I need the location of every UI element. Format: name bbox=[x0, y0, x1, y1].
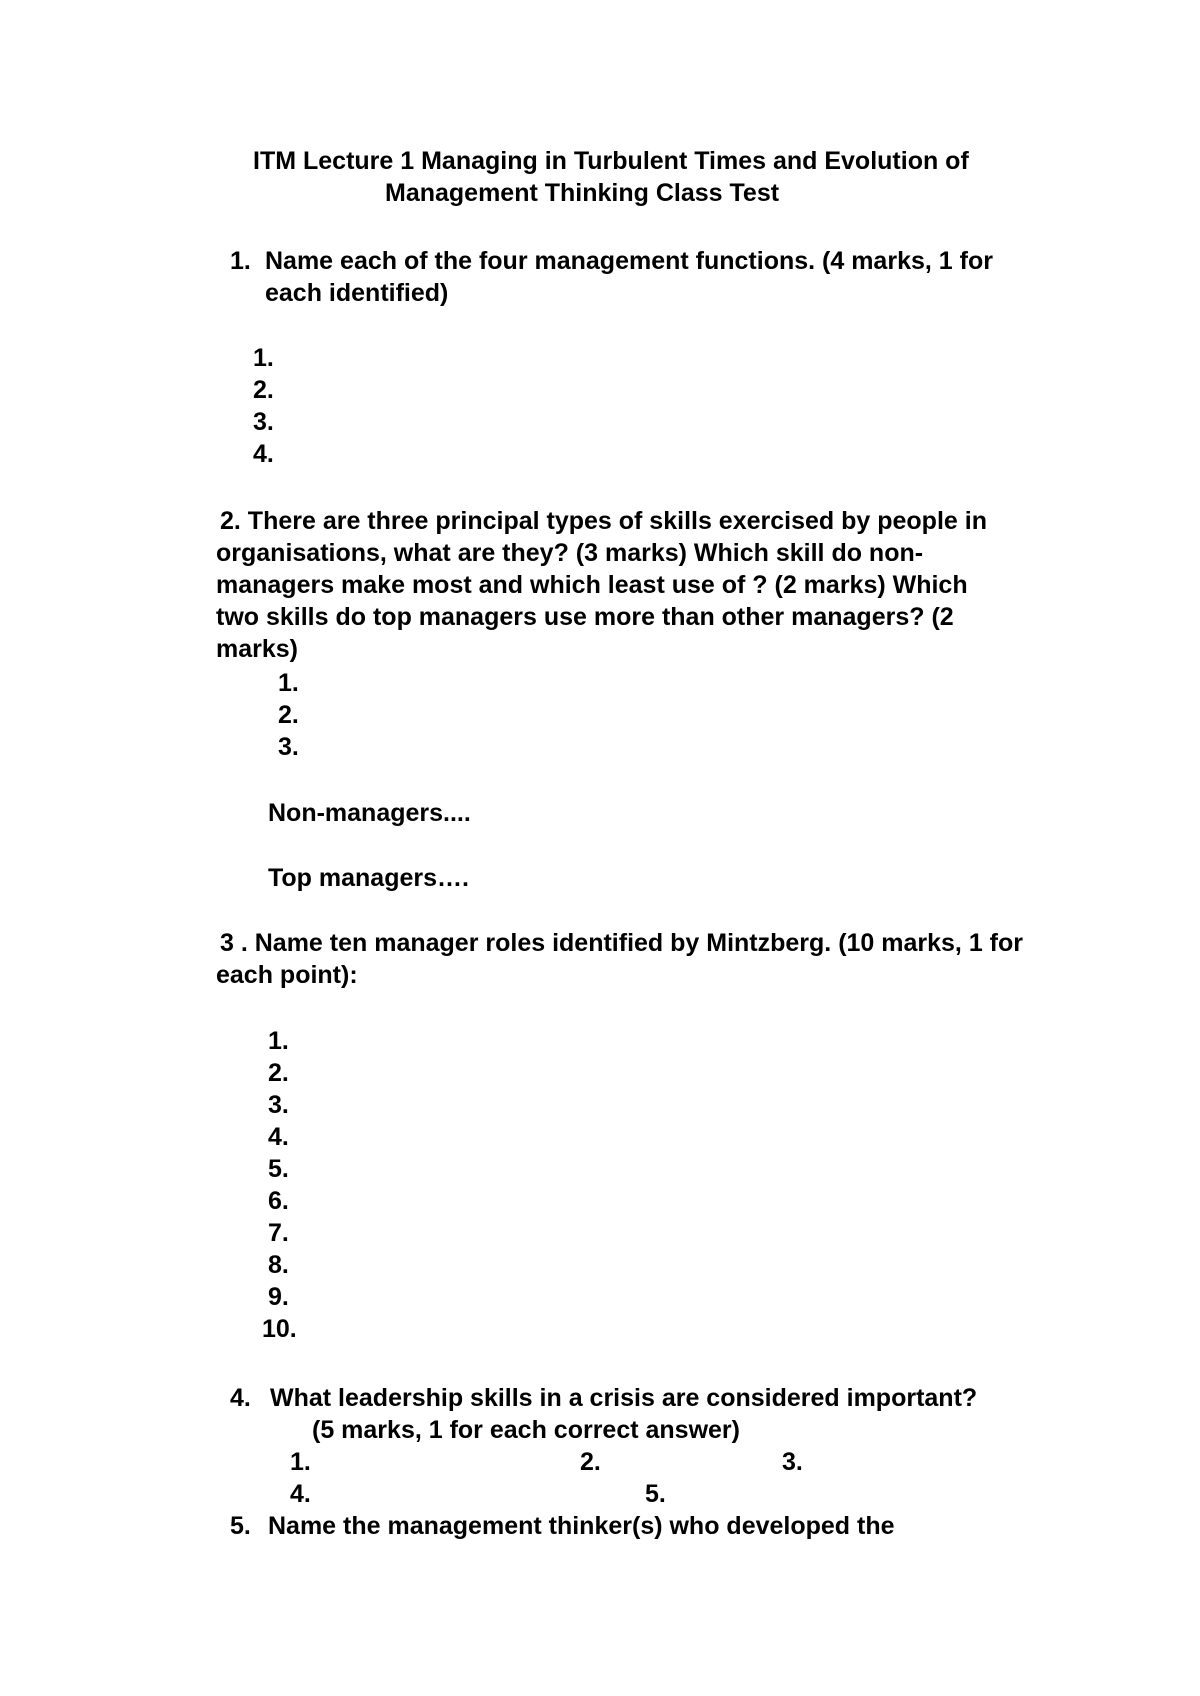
q4-answer-label: 2. bbox=[580, 1448, 601, 1476]
q2-answer-label: 2. bbox=[278, 701, 299, 729]
q2-answer-label: 3. bbox=[278, 733, 299, 761]
q4-answer-label: 1. bbox=[290, 1448, 311, 1476]
q3-answer-label: 2. bbox=[268, 1059, 289, 1087]
question-5-number: 5. bbox=[230, 1512, 251, 1540]
question-1-number: 1. bbox=[230, 247, 251, 275]
question-2-text-line: organisations, what are they? (3 marks) Which skill do non- bbox=[216, 539, 924, 567]
question-2-text-line: 2. There are three principal types of skills exercised by people in bbox=[220, 507, 987, 535]
question-2-text-line: managers make most and which least use of ? (2 marks) Which bbox=[216, 571, 968, 599]
question-1-text-line-1: Name each of the four management functions. (4 marks, 1 for bbox=[265, 247, 993, 275]
q1-answer-label: 4. bbox=[253, 440, 274, 468]
q2-non-managers-label: Non-managers.... bbox=[268, 799, 471, 827]
q3-answer-label: 3. bbox=[268, 1091, 289, 1119]
page-title-line-1: ITM Lecture 1 Managing in Turbulent Times and Evolution of bbox=[253, 147, 969, 175]
q3-answer-label: 9. bbox=[268, 1283, 289, 1311]
q4-answer-label: 3. bbox=[782, 1448, 803, 1476]
question-5-text-line-1: Name the management thinker(s) who developed the bbox=[268, 1512, 895, 1540]
question-1-text-line-2: each identified) bbox=[265, 279, 449, 307]
question-4-text-line-1: What leadership skills in a crisis are considered important? bbox=[270, 1384, 978, 1412]
q3-answer-label: 6. bbox=[268, 1187, 289, 1215]
q1-answer-label: 3. bbox=[253, 408, 274, 436]
q3-answer-label: 10. bbox=[262, 1315, 297, 1343]
q1-answer-label: 2. bbox=[253, 376, 274, 404]
question-3-text-line: 3 . Name ten manager roles identified by Mintzberg. (10 marks, 1 for bbox=[220, 929, 1024, 957]
question-2-text-line: marks) bbox=[216, 635, 298, 663]
q2-top-managers-label: Top managers…. bbox=[268, 864, 469, 892]
question-2-text-line: two skills do top managers use more than other managers? (2 bbox=[216, 603, 954, 631]
q3-answer-label: 1. bbox=[268, 1027, 289, 1055]
q4-answer-label: 5. bbox=[645, 1480, 666, 1508]
q3-answer-label: 4. bbox=[268, 1123, 289, 1151]
question-4-number: 4. bbox=[230, 1384, 251, 1412]
q3-answer-label: 5. bbox=[268, 1155, 289, 1183]
q3-answer-label: 7. bbox=[268, 1219, 289, 1247]
q3-answer-label: 8. bbox=[268, 1251, 289, 1279]
page-title-line-2: Management Thinking Class Test bbox=[385, 179, 780, 207]
q2-answer-label: 1. bbox=[278, 669, 299, 697]
q4-answer-label: 4. bbox=[290, 1480, 311, 1508]
question-3-text-line: each point): bbox=[216, 961, 358, 989]
q1-answer-label: 1. bbox=[253, 344, 274, 372]
question-4-text-line-2: (5 marks, 1 for each correct answer) bbox=[312, 1416, 740, 1444]
